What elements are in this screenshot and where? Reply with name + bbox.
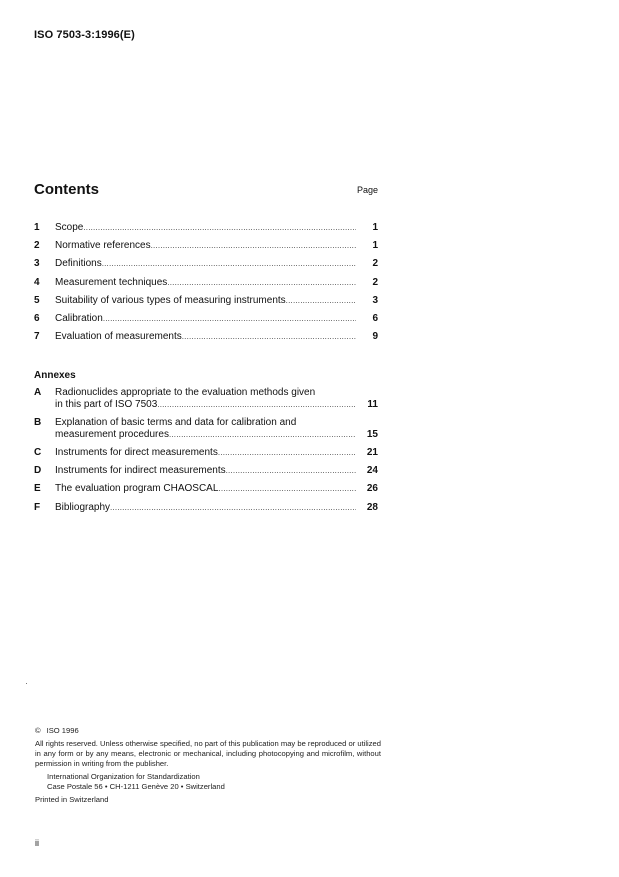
toc-annex-entry[interactable] [34,502,380,520]
toc-annex-title-line2: measurement procedures [55,429,169,440]
toc-entry[interactable] [34,258,380,276]
toc-annex-letter: D [34,465,42,477]
toc-entry[interactable] [34,331,380,349]
toc-entry-title: Normative references [55,240,151,252]
toc-leader-dots [169,430,356,439]
toc-leader-dots [218,484,356,493]
toc-entry-number: 1 [34,222,40,233]
toc-entry[interactable] [34,222,380,240]
toc-entry-title: Measurement techniques [55,276,168,288]
toc-annex-letter: B [34,417,42,428]
toc-entry-page: 1 [372,240,378,252]
toc-entry[interactable] [34,295,380,313]
toc-entry[interactable] [34,240,380,258]
toc-annex-page: 26 [366,483,378,495]
toc-leader-dots [157,400,356,409]
publisher-address: Case Postale 56 • CH-1211 Genève 20 • Switzerland [47,782,225,791]
page-number: ii [35,838,39,848]
toc-entry-page: 2 [372,276,378,288]
page-column-label: Page [357,185,379,195]
toc-annex-entry[interactable] [34,387,380,417]
toc-entry-title: Scope [55,222,84,233]
toc-annex-letter: A [34,387,42,398]
toc-entry-title: Suitability of various types of measuring instruments [55,294,286,306]
toc-annex-page: 28 [366,501,378,513]
toc-annex-title-line2: in this part of ISO 7503 [55,399,158,410]
copyright-year: ISO 1996 [46,726,79,735]
toc-entry-number: 3 [34,258,40,270]
toc-leader-dots [286,296,356,305]
toc-leader-dots [102,259,356,268]
copyright-block [35,726,381,805]
toc-entry-page: 6 [372,312,378,324]
scan-speck [26,683,27,684]
toc-entry-page: 3 [372,294,378,306]
toc-clauses [34,222,380,349]
toc-entry-title: Definitions [55,258,102,270]
toc-entry-number: 2 [34,240,40,252]
copyright-symbol: © [35,726,41,735]
toc-annex-title: Bibliography [55,501,111,513]
toc-leader-dots [83,223,356,232]
toc-entry-number: 4 [34,276,40,288]
toc-entry-number: 6 [34,312,40,324]
toc-leader-dots [103,314,356,323]
toc-annex-entry[interactable] [34,447,380,465]
toc-annex-entry[interactable] [34,465,380,483]
toc-entry[interactable] [34,313,380,331]
toc-annexes [34,387,380,520]
toc-annex-page: 15 [366,429,378,440]
toc-leader-dots [151,241,356,250]
rights-statement: All rights reserved. Unless otherwise specified, no part of this publication may be reproduced or utilized in any form or by any means, electronic or mechanical, including photocopying and microfilm, without permission in writing from the publisher. [35,739,381,768]
toc-annex-page: 21 [366,447,378,458]
toc-annex-title: Instruments for direct measurements [55,447,218,458]
toc-annex-letter: F [34,501,41,513]
publisher-org: International Organization for Standardization [47,772,200,781]
toc-annex-page: 11 [367,399,378,410]
document-id-header: ISO 7503-3:1996(E) [34,29,135,41]
toc-entry-number: 7 [34,331,40,343]
toc-annex-title-line1: Explanation of basic terms and data for calibration and [55,417,297,428]
annexes-heading: Annexes [34,370,76,381]
printed-in: Printed in Switzerland [35,795,109,804]
toc-entry-page: 2 [372,258,378,270]
toc-entry-title: Evaluation of measurements [55,331,182,343]
toc-annex-entry[interactable] [34,417,380,447]
toc-leader-dots [182,332,356,341]
toc-entry-title: Calibration [55,312,103,324]
contents-heading: Contents [34,181,99,198]
toc-annex-title-line1: Radionuclides appropriate to the evaluation methods given [55,387,316,398]
toc-entry-page: 1 [372,222,378,233]
toc-annex-page: 24 [366,465,378,477]
toc-entry-number: 5 [34,294,40,306]
toc-annex-letter: C [34,447,42,458]
toc-leader-dots [167,278,356,287]
toc-leader-dots [110,503,356,512]
toc-entry-page: 9 [372,331,378,343]
toc-annex-title: Instruments for indirect measurements [55,465,226,477]
toc-annex-letter: E [34,483,41,495]
toc-entry[interactable] [34,277,380,295]
toc-annex-entry[interactable] [34,483,380,501]
toc-leader-dots [226,466,356,475]
toc-leader-dots [218,448,356,457]
toc-annex-title: The evaluation program CHAOSCAL [55,483,219,495]
